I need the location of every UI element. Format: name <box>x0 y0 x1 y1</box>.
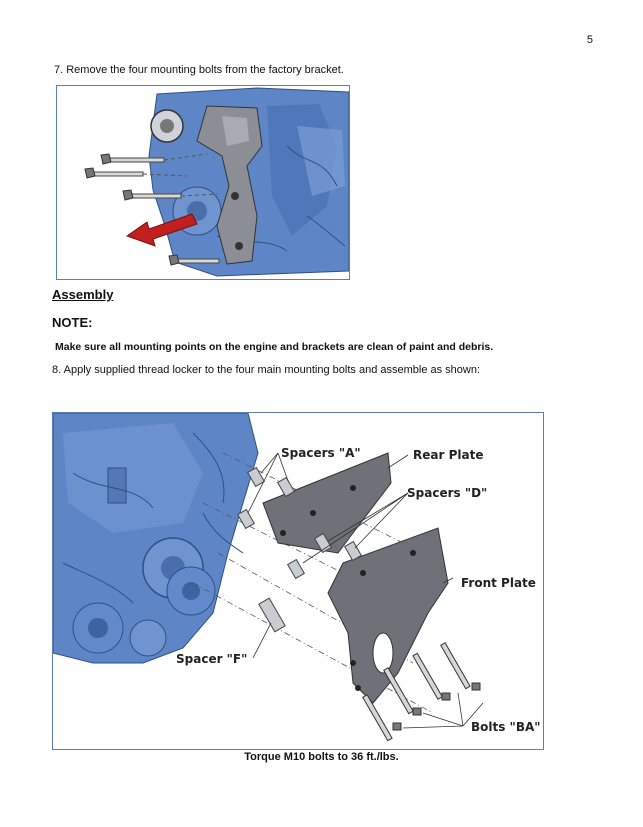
label-bolts-ba: Bolts "BA" <box>471 720 541 734</box>
step-7-instruction: 7. Remove the four mounting bolts from the factory bracket. <box>54 64 344 76</box>
label-front-plate: Front Plate <box>461 576 536 590</box>
note-label: NOTE: <box>52 315 93 330</box>
step-8-instruction: 8. Apply supplied thread locker to the four main mounting bolts and assemble as shown: <box>52 364 481 376</box>
assembly-figure <box>52 412 544 750</box>
assembly-heading: Assembly <box>52 287 114 302</box>
torque-caption: Torque M10 bolts to 36 ft./lbs. <box>244 751 399 763</box>
page-number: 5 <box>586 34 593 46</box>
bolt-removal-figure <box>56 85 350 280</box>
assembly-illustration <box>53 413 543 749</box>
label-spacer-f: Spacer "F" <box>176 652 248 666</box>
bolt-removal-illustration <box>57 86 349 279</box>
note-text: Make sure all mounting points on the engine and brackets are clean of paint and debris. <box>55 341 494 353</box>
label-rear-plate: Rear Plate <box>413 448 484 462</box>
label-spacers-a: Spacers "A" <box>281 446 361 460</box>
label-spacers-d: Spacers "D" <box>407 486 488 500</box>
